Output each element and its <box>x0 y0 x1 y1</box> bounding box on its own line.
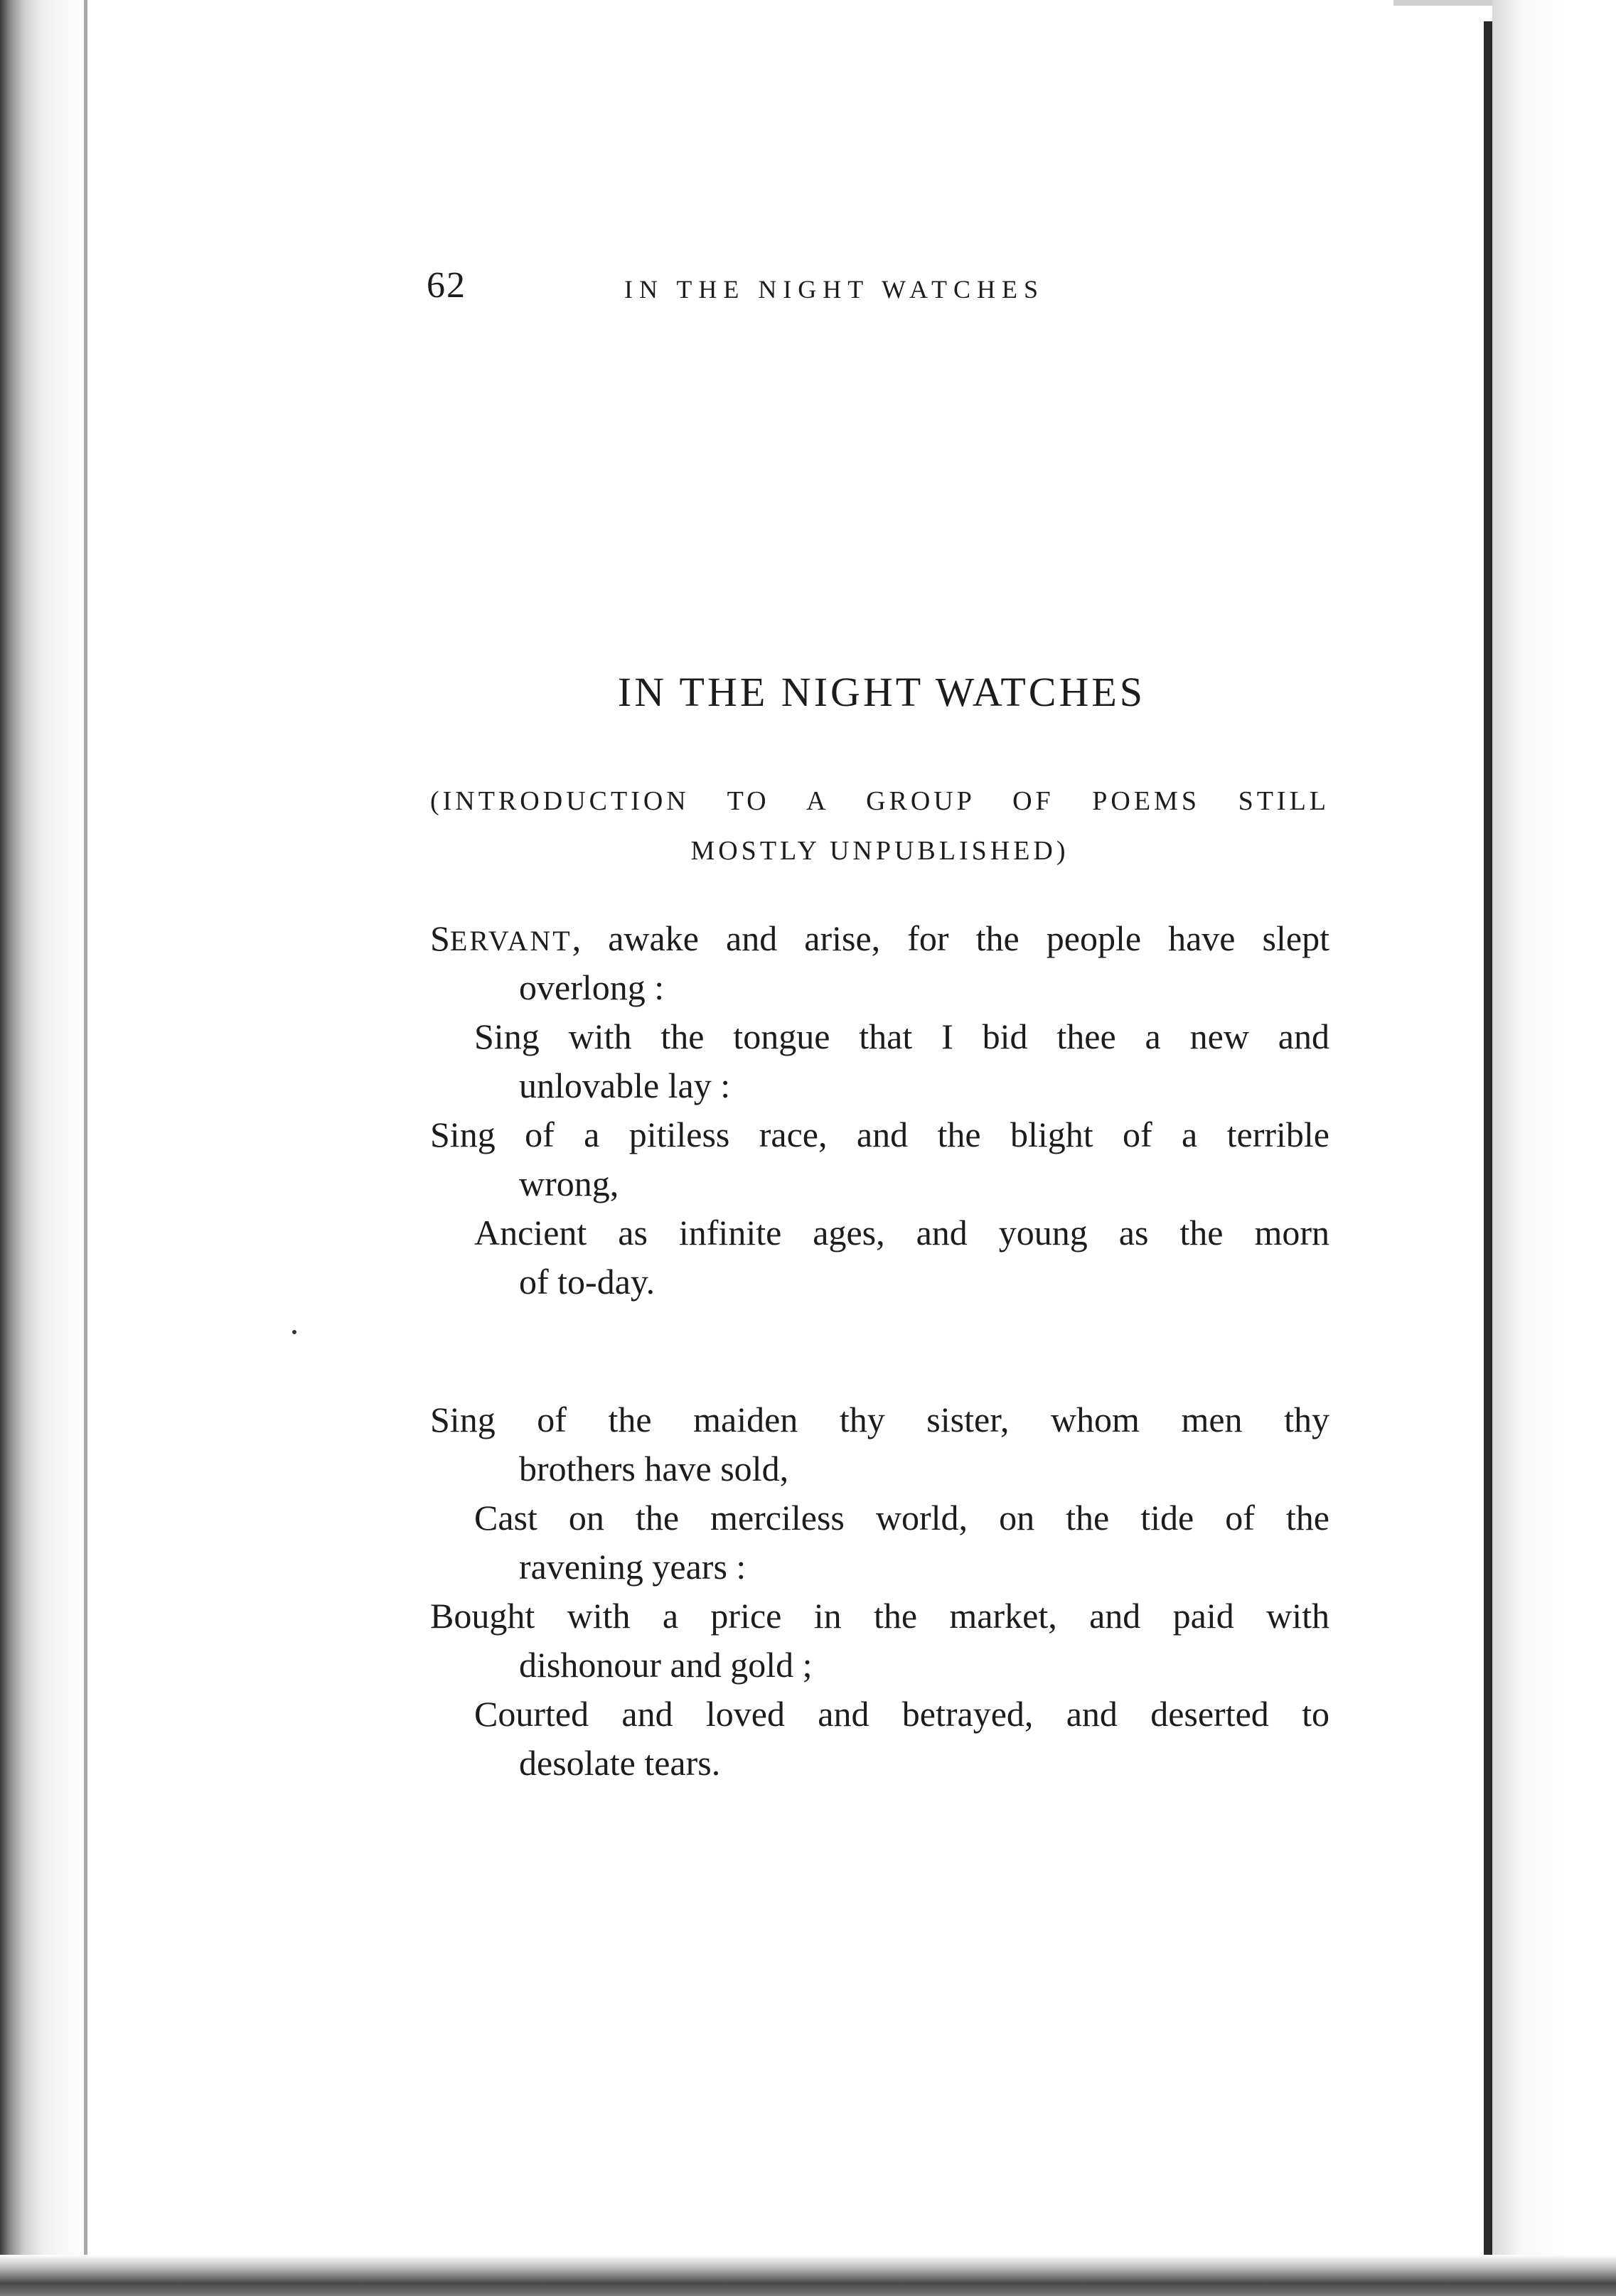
verse-line: Bought with a price in the market, and paid with <box>430 1596 1329 1636</box>
page-edge-line-left <box>84 0 87 2296</box>
verse-line-continuation: brothers have sold, <box>519 1449 789 1488</box>
verse-line <box>430 913 1329 963</box>
verse-line: Sing of the maiden thy sister, whom men thy <box>430 1400 1329 1439</box>
subtitle-line-1: (INTRODUCTION TO A GROUP OF POEMS STILL <box>430 786 1329 816</box>
book-gutter-shadow <box>0 0 92 2296</box>
page-number: 62 <box>427 265 466 306</box>
verse-line: Cast on the merciless world, on the tide of the <box>474 1498 1329 1538</box>
running-title: IN THE NIGHT WATCHES <box>624 275 1044 304</box>
verse-line-continuation: of to-day. <box>519 1262 656 1302</box>
subtitle-line-2: MOSTLY UNPUBLISHED) <box>690 836 1069 866</box>
verse-line-text: , awake and arise, for the people have slept <box>572 918 1329 958</box>
verse-line-continuation: ravening years : <box>519 1547 747 1587</box>
verse-line-continuation: desolate tears. <box>519 1743 721 1783</box>
book-fore-edge <box>1492 0 1616 2296</box>
verse-line-continuation: dishonour and gold ; <box>519 1645 813 1685</box>
page-edge-bottom <box>0 2255 1616 2296</box>
poem-subtitle <box>430 776 1329 876</box>
drop-letter: S <box>430 918 450 958</box>
verse-line-continuation: overlong : <box>519 967 665 1007</box>
page-edge-line-right <box>1484 21 1492 2275</box>
verse-line: Sing of a pitiless race, and the blight of a terrible <box>430 1115 1329 1154</box>
verse-line: Sing with the tongue that I bid thee a new and <box>474 1016 1329 1056</box>
verse-line-continuation: wrong, <box>519 1164 619 1203</box>
verse-line: Courted and loved and betrayed, and deserted to <box>474 1694 1329 1734</box>
poem-title: IN THE NIGHT WATCHES <box>617 669 1146 715</box>
verse-line-continuation: unlovable lay : <box>519 1066 731 1105</box>
running-head <box>427 264 1209 321</box>
stanza-1 <box>430 913 1329 1306</box>
verse-line: Ancient as infinite ages, and young as the morn <box>474 1213 1329 1252</box>
small-caps-word: ERVANT <box>449 925 572 957</box>
ink-speck <box>292 1330 296 1334</box>
stanza-2 <box>430 1395 1329 1787</box>
